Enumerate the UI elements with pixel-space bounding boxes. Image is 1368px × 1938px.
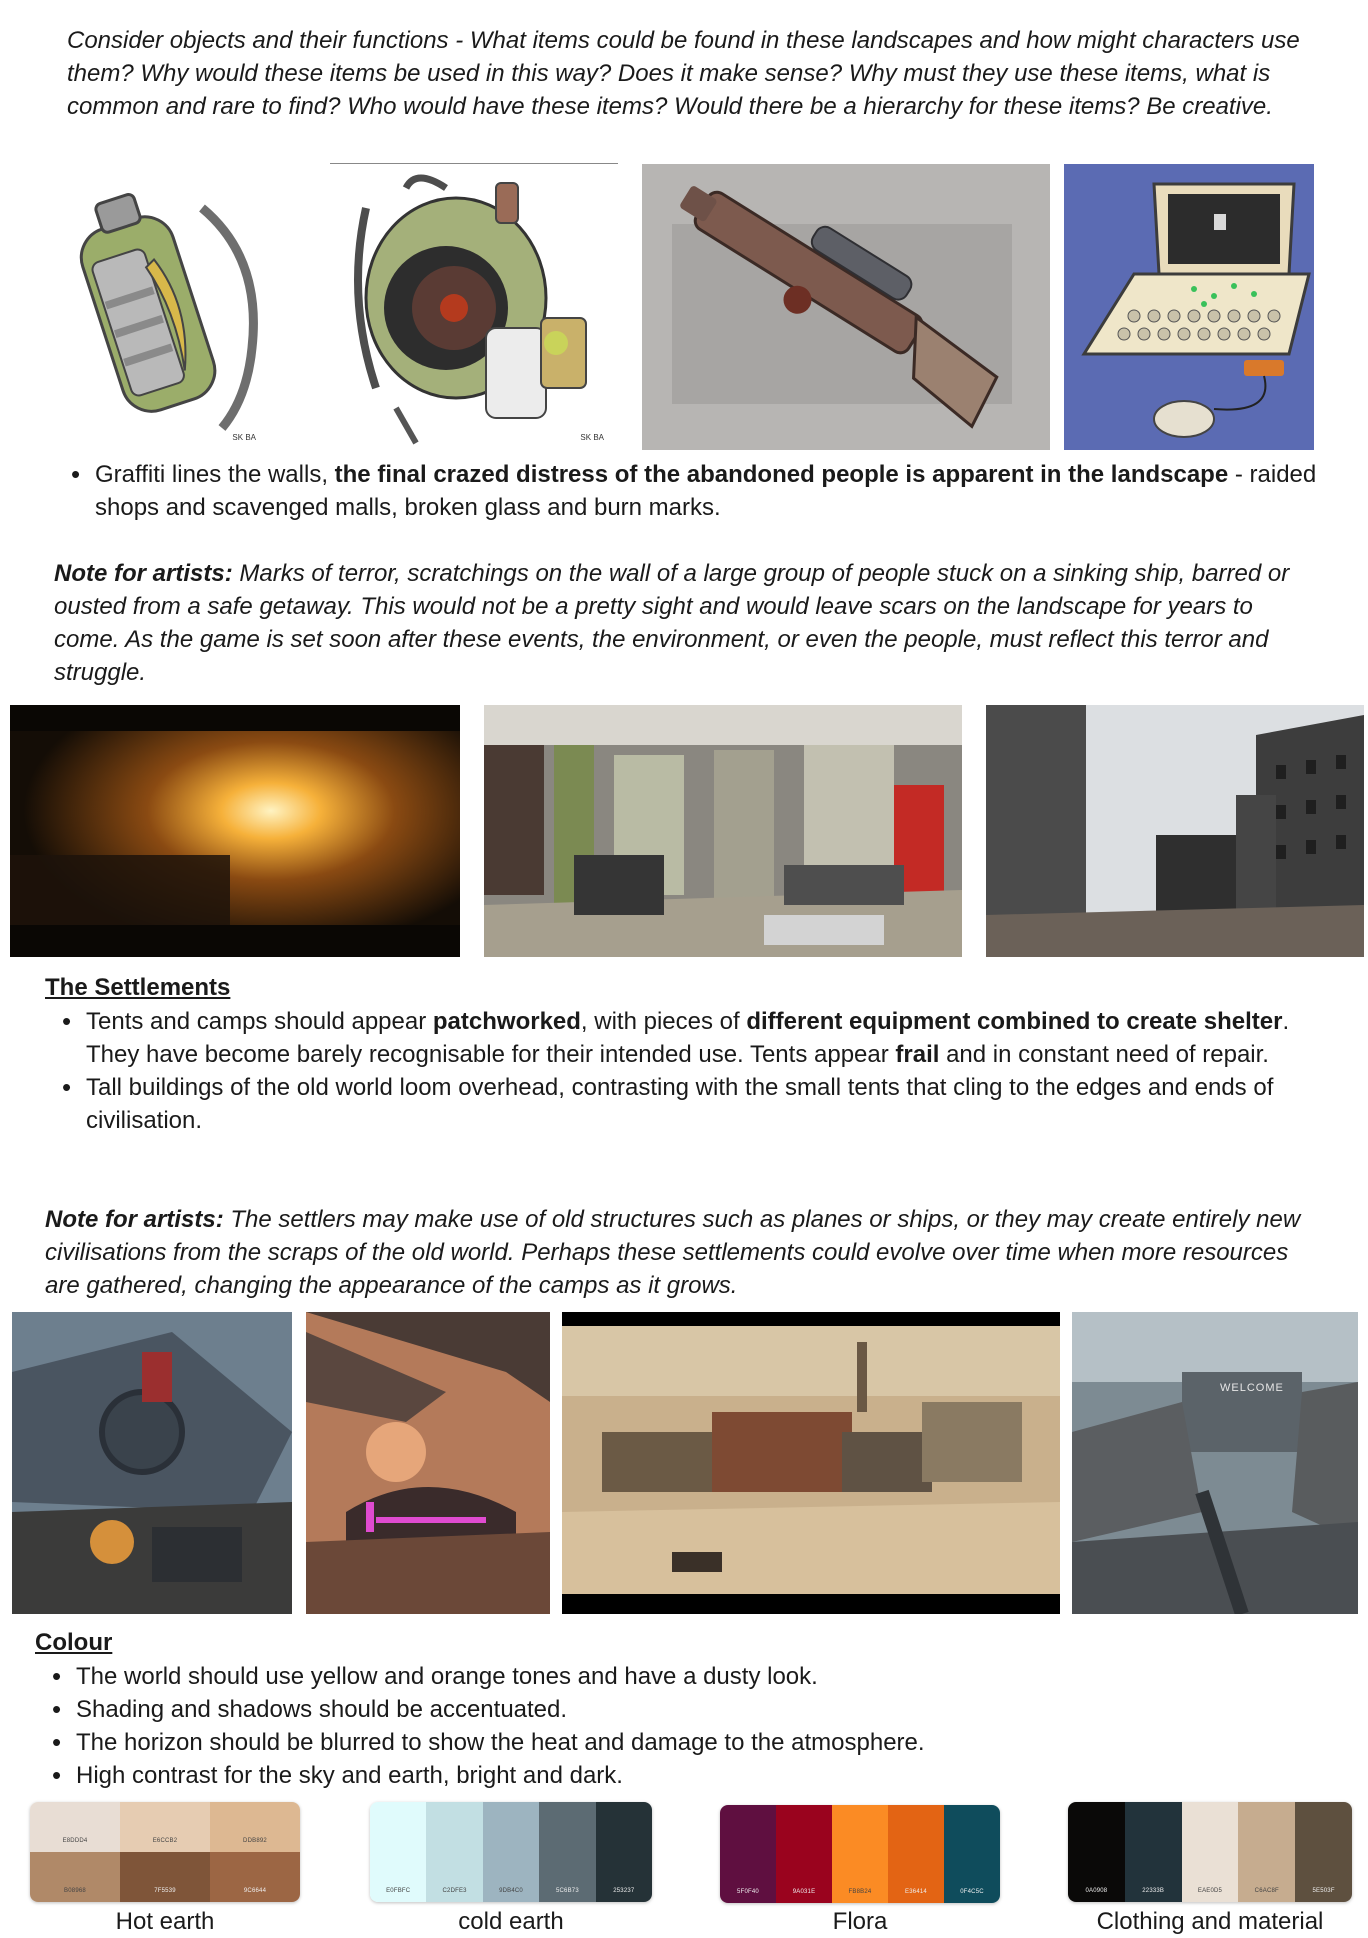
settlements-bullet-buildings: • Tall buildings of the old world loom overhead, contrasting with the small tents that cling to the edges and ends of civilisation. <box>58 1071 1328 1137</box>
swatch: E8DDD4 <box>30 1802 120 1852</box>
swatch: 5C6B73 <box>539 1802 595 1902</box>
canister-backpack-image <box>52 168 270 450</box>
swatch: 9A031E <box>776 1805 832 1903</box>
swatch: 7F5539 <box>120 1852 210 1902</box>
looted-supermarket-photo <box>484 705 962 957</box>
crashed-plane-camp-image <box>12 1312 292 1614</box>
swatch: 22333B <box>1125 1802 1182 1902</box>
swatch: C6AC8F <box>1238 1802 1295 1902</box>
divider-line <box>330 163 618 164</box>
landscape-bullets <box>67 458 1317 524</box>
sketch-signature: SK BA <box>232 433 256 442</box>
desert-shanty-town-image <box>562 1312 1060 1614</box>
palette-cold-earth <box>370 1802 652 1902</box>
swatch: 0F4C5C <box>944 1805 1000 1903</box>
swatch: 5F0F40 <box>720 1805 776 1903</box>
palette-label-hot-earth: Hot earth <box>115 1908 215 1935</box>
swatch: 9C6644 <box>210 1852 300 1902</box>
landscape-bullet: • Graffiti lines the walls, the final crazed distress of the abandoned people is apparent in the landscape - raided shops and scavenged malls, broken glass and burn marks. <box>67 458 1317 524</box>
retro-laptop-image <box>1064 164 1314 450</box>
colour-bullet-3: • The horizon should be blurred to show the heat and damage to the atmosphere. <box>48 1726 1328 1759</box>
ruined-buildings-photo <box>986 705 1364 957</box>
palette-label-cold-earth: cold earth <box>458 1908 564 1935</box>
swatch: 5E503F <box>1295 1802 1352 1902</box>
landscape-note: Note for artists: Marks of terror, scratchings on the wall of a large group of people stuck on a sinking ship, barred or ousted from a safe getaway. This would not be a pretty sight and would leave scars on the landscape for years to come. As the game is set soon after these events, the environment, or even the people, must reflect this terror and struggle. <box>54 560 1290 686</box>
palette-flora <box>720 1805 1000 1903</box>
swatch: 253237 <box>596 1802 652 1902</box>
sketch-signature: SK BA <box>580 433 604 442</box>
swatch: E0FBFC <box>370 1802 426 1902</box>
settlements-bullet-tents: • Tents and camps should appear patchworked, with pieces of different equipment combined to create shelter. They have become barely recognisable for their intended use. Tents appear frail and in constant need of repair. <box>58 1005 1328 1071</box>
colour-bullet-1: • The world should use yellow and orange tones and have a dusty look. <box>48 1660 1328 1693</box>
swatch: 0A0908 <box>1068 1802 1125 1902</box>
ruined-city-welcome-image <box>1072 1312 1358 1614</box>
swatch: B08968 <box>30 1852 120 1902</box>
colour-bullets <box>48 1660 1328 1792</box>
palette-hot-earth <box>30 1802 300 1902</box>
swatch: FB8B24 <box>832 1805 888 1903</box>
swatch: DDB892 <box>210 1802 300 1852</box>
settlements-note: Note for artists: The settlers may make use of old structures such as planes or ships, or they may create entirely new civilisations from the scraps of the old world. Perhaps these settlements could evolve over time when more resources are gathered, changing the appearance of the camps as it grows. <box>45 1206 1301 1299</box>
swatch: C2DFE3 <box>426 1802 482 1902</box>
colour-bullet-2: • Shading and shadows should be accentuated. <box>48 1693 1328 1726</box>
green-tank-backpack-image <box>336 168 614 450</box>
palette-label-flora: Flora <box>832 1908 888 1935</box>
swatch: E36414 <box>888 1805 944 1903</box>
swatch: E6CCB2 <box>120 1802 210 1852</box>
palette-label-clothing-material: Clothing and material <box>1096 1908 1324 1935</box>
swatch: 9DB4C0 <box>483 1802 539 1902</box>
settlements-bullets <box>58 1005 1328 1137</box>
intro-paragraph: Consider objects and their functions - What items could be found in these landscapes and how might characters use them? Why would these items be used in this way? Does it make sense? Why must they use these items, what is common and rare to find? Who would have these items? Would there be a hierarchy for these items? Be creative. <box>67 27 1300 120</box>
neon-shipwreck-image <box>306 1312 550 1614</box>
explosion-street-photo <box>10 705 460 957</box>
swatch: EAE0D5 <box>1182 1802 1239 1902</box>
colour-heading: Colour <box>35 1629 113 1656</box>
colour-bullet-4: • High contrast for the sky and earth, bright and dark. <box>48 1759 1328 1792</box>
welcome-sign-text: WELCOME <box>1220 1382 1284 1394</box>
rusty-rifle-image <box>642 164 1050 450</box>
settlements-heading: The Settlements <box>45 974 231 1001</box>
palette-clothing-material <box>1068 1802 1352 1902</box>
